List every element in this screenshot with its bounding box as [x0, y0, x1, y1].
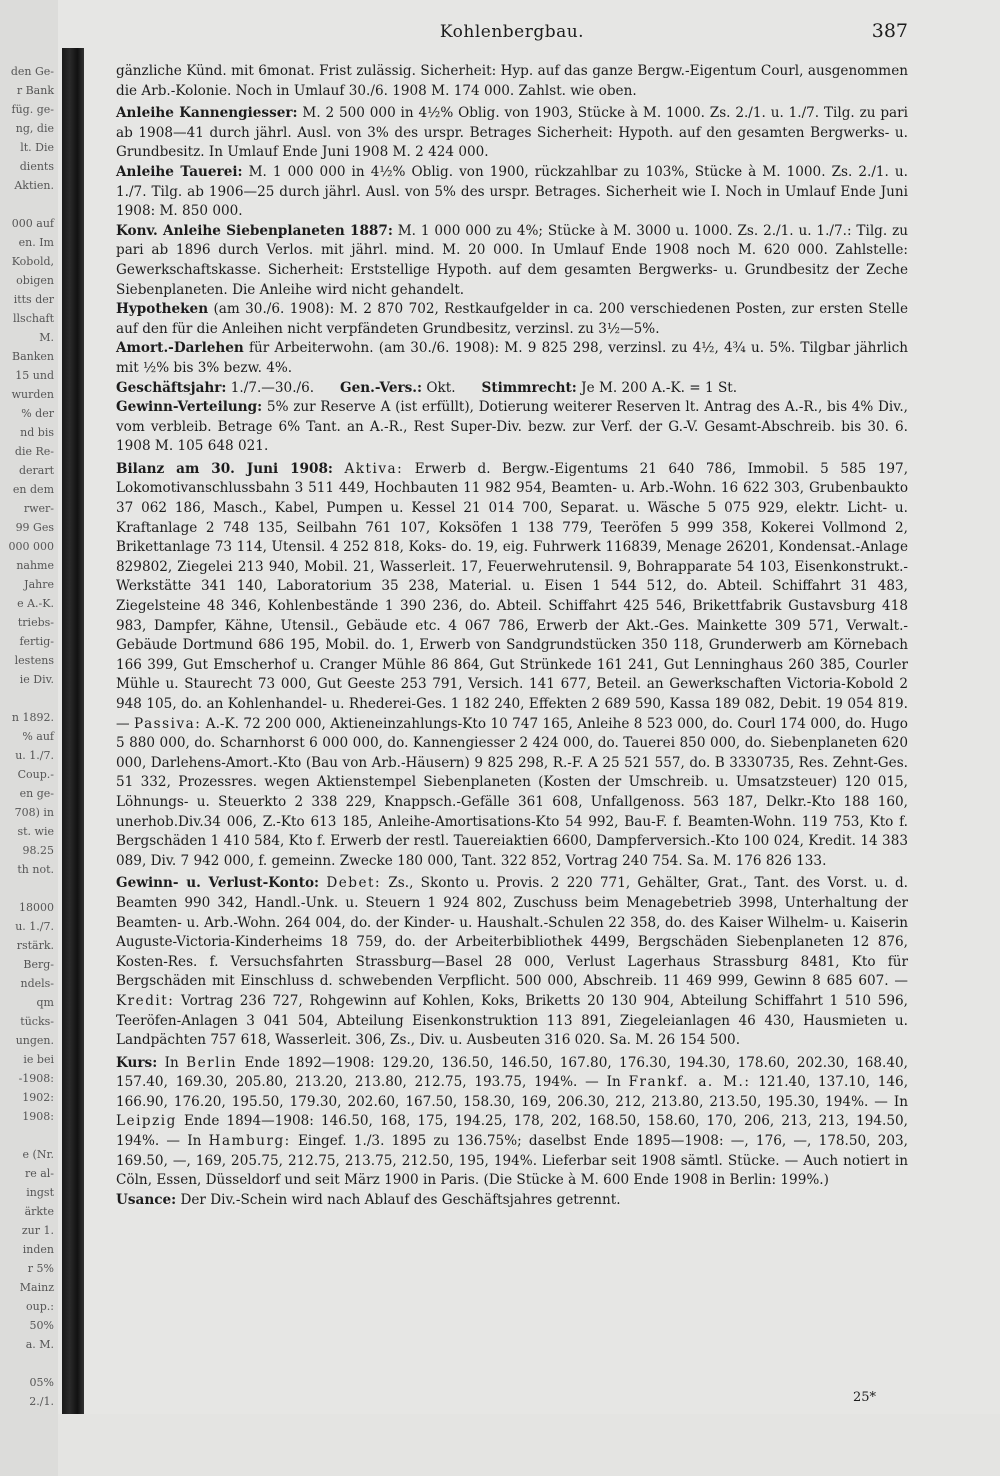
margin-fragment: % auf: [22, 730, 54, 743]
margin-fragment: u. 1./7.: [15, 749, 54, 762]
margin-fragment: a. M.: [25, 1338, 54, 1351]
aktiva-label: Aktiva:: [344, 460, 404, 477]
margin-fragment: 1908:: [22, 1110, 54, 1123]
margin-fragment: ndels-: [20, 977, 54, 990]
page-number: 387: [871, 20, 908, 42]
margin-fragment: lt. Die: [20, 141, 54, 154]
margin-fragment: lestens: [14, 654, 54, 667]
margin-fragment: r 5%: [27, 1262, 54, 1275]
place-leipzig: Leipzig: [116, 1113, 177, 1130]
margin-fragment: den Ge-: [10, 65, 54, 78]
margin-fragment: -1908:: [18, 1072, 54, 1085]
section-label: Amort.-Darlehen: [116, 340, 244, 357]
margin-fragment: itts der: [13, 293, 54, 306]
margin-fragment: [0, 689, 58, 708]
margin-fragment: qm: [36, 996, 54, 1009]
margin-fragment: Kobold,: [11, 255, 54, 268]
section-label: Gen.-Vers.:: [340, 379, 423, 396]
margin-fragment: derart: [18, 464, 54, 477]
margin-fragment: oup.:: [26, 1300, 54, 1313]
margin-fragment: 99 Ges: [15, 521, 54, 534]
paragraph-bilanz: Bilanz am 30. Juni 1908: Aktiva: Erwerb d. Bergw.-Eigentums 21 640 786, Immobil. 5 585 197, Lokomotivanschlussbahn 3 511 449, Hochbauten 11 982 954, Beamten- u. Arb.-Wohn. 16 622 303, Grubenbaukto 37 062 186, Masch., Kabel, Pumpen u. Kessel 21 014 700, Separat. u. Wäsche 5 075 929, elektr. Licht- u. Kraftanlage 2 748 135, Seilbahn 761 107, Koksöfen 1 138 779, Teeröfen 5 999 358, Kokerei Vollmond 2, Brikettanlage 73 114, Utensil. 4 252 818, Koks- do. 19, eig. Fuhrwerk 116839, Menage 26201, Kondensat.-Anlage 829802, Ziegelei 213 940, Mobil. 21, Wasserleit. 17, Feuerwehrutensil. 9, Bohrapparate 54 103, Eisenkonstrukt.-Werkstätte 341 140, Laboratorium 35 238, Material. u. Eisen 1 544 512, do. Abteil. Schiffahrt 31 483, Ziegelsteine 48 346, Kohlenbestände 1 390 236, do. Abteil. Schiffahrt 425 546, Brikettfabrik Gustavsburg 418 983, Dampfer, Kähne, Utensil., Gebäude etc. 4 067 786, Erwerb der Akt.-Ges. Mainkette 309 571, Verwalt.-Gebäude Dortmund 686 195, Mobil. do. 1, Erwerb von Sandgrundstücken 350 118, Grunderwerb am Körnebach 166 399, Gut Emscherhof u. Cranger Mühle 86 864, Gut Strünkede 161 241, Gut Lenninghaus 260 385, Courler Mühle u. Staurecht 73 000, Gut Geeste 253 791, Versich. 141 677, Beteil. an Gewerkschaften Victoria-Kobold 2 948 105, do. an Kohlenhandel- u. Rhederei-Ges. 1 182 240, Effekten 2 689 590, Kassa 189 082, Debit. 19 054 819. — Passiva: A.-K. 72 200 000, Aktieneinzahlungs-Kto 10 747 165, Anleihe 8 523 000, do. Courl 174 000, do. Hugo 5 880 000, do. Scharnhorst 6 000 000, do. Kannengiesser 2 424 000, do. Tauerei 850 000, do. Siebenplaneten 620 000, Darlehens-Amort.-Kto (Bau von Arb.-Häusern) 9 825 298, R.-F. A 25 521 557, do. B 3330735, Res. Zehnt-Ges. 51 332, Prozessres. wegen Aktienstempel Siebenplaneten (Kosten der Umschreib. u. Umsatzsteuer) 120 015, Löhnungs- u. Steuerkto 2 338 229, Knappsch.-Gefälle 361 608, Unfallgenoss. 563 187, Delkr.-Kto 188 160, unerhob.Div.34 006, Z.-Kto 613 185, Anleihe-Amortisations-Kto 54 992, Bau-F. f. Beamten-Wohn. 119 753, Kto f. Bergschäden 1 410 584, Kto f. Erwerb der restl. Tauereiaktien 6600, Dampferversich.-Kto 100 024, Kredit. 14 383 089, Div. 7 942 000, f. gemeinn. Zwecke 180 000, Tant. 322 852, Vortrag 240 754. Sa. M. 176 826 133.: [116, 460, 909, 869]
section-label: Anleihe Kannengiesser:: [116, 105, 298, 122]
section-label: Konv. Anleihe Siebenplaneten 1887:: [116, 222, 393, 239]
margin-fragment: n 1892.: [11, 711, 54, 724]
margin-fragment: 1902:: [22, 1091, 54, 1104]
margin-fragment: 15 und: [15, 369, 54, 382]
margin-fragment: ungen.: [15, 1034, 54, 1047]
margin-fragment: 000 auf: [11, 217, 54, 230]
margin-fragment: rwer-: [23, 502, 54, 515]
passiva-label: Passiva:: [134, 715, 202, 732]
margin-fragment: en ge-: [19, 787, 54, 800]
margin-fragment: 98.25: [22, 844, 54, 857]
margin-fragment: inden: [22, 1243, 54, 1256]
margin-fragment: re al-: [24, 1167, 54, 1180]
margin-fragment: obigen: [16, 274, 54, 287]
margin-fragment: fertig-: [19, 635, 54, 648]
margin-fragment: ng, die: [15, 122, 54, 135]
section-label: Anleihe Tauerei:: [116, 163, 243, 180]
paragraph-geschaeftsjahr: Geschäftsjahr: 1./7.—30./6. Gen.-Vers.: Okt. Stimmrecht: Je M. 200 A.-K. = 1 St.: [116, 379, 738, 396]
paragraph-amort-darlehen: Amort.-Darlehen für Arbeiterwohn. (am 30./6. 1908): M. 9 825 298, verzinsl. zu 4½, 4¾ u. 5%. Tilgbar jährlich mit ½% bis 3% bezw. 4%.: [116, 340, 908, 376]
margin-fragment: ingst: [26, 1186, 54, 1199]
margin-fragment: en. Im: [18, 236, 54, 249]
margin-fragment: 50%: [29, 1319, 54, 1332]
margin-fragment: M.: [39, 331, 54, 344]
paragraph-courl-continuation: gänzliche Künd. mit 6monat. Frist zulässig. Sicherheit: Hyp. auf das ganze Bergw.-Eigentum Courl, ausgenommen die Arb.-Kolonie. Noch in Umlauf 30./6. 1908 M. 174 000. Zahlst. wie oben.: [116, 63, 908, 99]
paragraph-anleihe-kannengiesser: Anleihe Kannengiesser: M. 2 500 000 in 4½% Oblig. von 1903, Stücke à M. 1000. Zs. 2./1. u. 1./7. Tilg. zu pari ab 1908—41 durch jährl. Ausl. von 3% des urspr. Betrages Sicherheit: Hypoth. auf den gesamten Bergwerks- u. Grundbesitz. In Umlauf Ende Juni 1908 M. 2 424 000.: [116, 105, 908, 161]
section-label: Hypotheken: [116, 301, 209, 318]
paragraph-kurs: Kurs: In Berlin Ende 1892—1908: 129.20, 136.50, 146.50, 167.80, 176.30, 194.30, 178.60, 202.30, 168.40, 157.40, 169.30, 205.80, 213.20, 213.80, 212.75, 193.75, 194%. — In Frankf. a. M.: 121.40, 137.10, 146, 166.90, 176.20, 195.50, 179.30, 202.60, 167.50, 158.30, 169, 206.30, 212, 213.80, 213.50, 195.30, 194%. — In Leipzig Ende 1894—1908: 146.50, 168, 175, 194.25, 178, 202, 168.50, 158.60, 170, 206, 213, 213, 194.50, 194%. — In Hamburg: Eingef. 1./3. 1895 zu 136.75%; daselbst Ende 1895—1908: —, 176, —, 178.50, 203, 169.50, —, 169, 205.75, 212.75, 213.75, 212.50, 195, 194%. Lieferbar seit 1908 sämtl. Stücke. — Auch notiert in Cöln, Essen, Düsseldorf und seit März 1900 in Paris. (Die Stücke à M. 600 Ende 1908 in Berlin: 199%.): [116, 1054, 909, 1189]
section-label: Geschäftsjahr:: [116, 379, 227, 396]
margin-fragment: ie Div.: [19, 673, 54, 686]
margin-fragment: Aktien.: [14, 179, 54, 192]
adjacent-page-margin: [0, 0, 58, 1476]
section-label: Stimmrecht:: [481, 379, 577, 396]
margin-fragment: zur 1.: [21, 1224, 54, 1237]
margin-fragment: [0, 1126, 58, 1145]
page-header: [116, 22, 908, 50]
debet-label: Debet:: [326, 875, 382, 892]
margin-fragment: 05%: [29, 1376, 54, 1389]
margin-fragment: Jahre: [24, 578, 54, 591]
paragraph-gewinn-verteilung: Gewinn-Verteilung: 5% zur Reserve A (ist erfüllt), Dotierung weiterer Reserven lt. Antrag des A.-R., bis 4% Div., vom verbleib. Betrage 6% Tant. an A.-R., Rest Super-Div. bezw. zur Verf. der G.-V. Gesamt-Abschreib. bis 30. 6. 1908 M. 105 648 021.: [116, 399, 908, 455]
margin-fragment: Coup.-: [17, 768, 54, 781]
section-label: Gewinn-Verteilung:: [116, 399, 263, 416]
paragraph-anleihe-tauerei: Anleihe Tauerei: M. 1 000 000 in 4½% Oblig. von 1900, rückzahlbar zu 103%, Stücke à M. 1000. Zs. 2./1. u. 1./7. Tilg. ab 1906—25 durch jährl. Ausl. von 5% des urspr. Betrages. Sicherheit wie I. Noch in Umlauf Ende Juni 1908: M. 850 000.: [116, 163, 908, 220]
section-label: Gewinn- u. Verlust-Konto:: [116, 875, 320, 892]
running-title: Kohlenbergbau.: [439, 22, 585, 42]
place-frankfurt: Frankf. a. M.:: [628, 1074, 751, 1091]
margin-fragment: nd bis: [20, 426, 54, 439]
place-hamburg: Hamburg:: [208, 1133, 291, 1150]
margin-fragment: [0, 879, 58, 898]
margin-fragment: llschaft: [13, 312, 54, 325]
margin-fragment: r Bank: [16, 84, 54, 97]
paragraph-usance: Usance: Der Div.-Schein wird nach Ablauf des Geschäftsjahres getrennt.: [116, 1191, 621, 1208]
margin-fragment: 2./1.: [29, 1395, 54, 1408]
margin-fragment: e (Nr.: [22, 1148, 54, 1161]
margin-fragment: [0, 1354, 58, 1373]
margin-fragment: Berg-: [23, 958, 54, 971]
margin-fragment: e A.-K.: [17, 597, 54, 610]
place-berlin: Berlin: [186, 1054, 238, 1071]
margin-fragment: dients: [19, 160, 54, 173]
kredit-label: Kredit:: [116, 992, 175, 1009]
margin-fragment: wurden: [11, 388, 54, 401]
margin-fragment: tücks-: [20, 1015, 54, 1028]
margin-fragment: st. wie: [17, 825, 54, 838]
signature-mark: 25*: [852, 1390, 876, 1405]
paragraph-gewinn-verlust: Gewinn- u. Verlust-Konto: Debet: Zs., Skonto u. Provis. 2 220 771, Gehälter, Grat., Tant. des Vorst. u. d. Beamten 990 342, Handl.-Unk. u. Steuern 1 924 802, Zuschuss beim Menagebetrieb 3998, Unterhaltung der Beamten- u. Arb.-Wohn. 264 004, do. der Kinder- u. Haushalt.-Schulen 22 358, do. des Kaiser Wilhelm- u. Kaiserin Auguste-Victoria-Kinderheims 18 759, do. der Arbeiterbibliothek 4499, Bergschäden Siebenplaneten 12 876, Kosten-Res. f. Versuchsfahrten Strassburg—Basel 28 000, Verlust Lagerhaus Strassburg 8481, Kto für Bergschäden mit Einschluss d. schwebenden Verpflicht. 500 000, Abschreib. 11 469 999, Gewinn 8 685 607. — Kredit: Vortrag 236 727, Rohgewinn auf Kohlen, Koks, Briketts 20 130 904, Abteilung Schiffahrt 1 510 596, Teeröfen-Anlagen 3 041 504, Abteilung Eisenkonstruktion 113 891, Ziegeleianlagen 46 430, Hausmieten u. Landpächten 757 618, Wasserleit. 306, Zs., Div. u. Ausbeuten 316 020. Sa. M. 26 154 500.: [116, 875, 908, 1049]
margin-fragment: 000 000: [8, 540, 54, 553]
margin-fragment: triebs-: [17, 616, 54, 629]
margin-fragment: u. 1./7.: [15, 920, 54, 933]
binding-shadow: [62, 48, 84, 1414]
margin-fragment: füg. ge-: [11, 103, 54, 116]
section-label: Bilanz am 30. Juni 1908:: [116, 460, 333, 477]
margin-fragment: ie bei: [23, 1053, 54, 1066]
margin-fragment: 18000: [19, 901, 54, 914]
paragraph-anleihe-siebenplaneten: Konv. Anleihe Siebenplaneten 1887: M. 1 000 000 zu 4%; Stücke à M. 3000 u. 1000. Zs. 2./1. u. 1./7.: Tilg. zu pari ab 1896 durch Verlos. mit jährl. mind. M. 20 000. In Umlauf Ende 1908 noch M. 620 000. Zahlstelle: Gewerkschaftskasse. Sicherheit: Erststellige Hypoth. auf dem gesamten Bergwerks- u. Grundbesitz der Zeche Siebenplaneten. Die Anleihe wird nicht gehandelt.: [116, 222, 908, 298]
paragraph-hypotheken: Hypotheken (am 30./6. 1908): M. 2 870 702, Restkaufgelder in ca. 200 verschiedenen Posten, zur ersten Stelle auf den für die Anleihen nicht verpfändeten Grundbesitz, verzinsl. zu 3½—5%.: [116, 301, 908, 337]
margin-fragment: Mainz: [19, 1281, 54, 1294]
margin-fragment: Banken: [12, 350, 54, 363]
section-label: Usance:: [116, 1191, 177, 1208]
margin-fragment: en dem: [12, 483, 54, 496]
margin-fragment: [0, 195, 58, 214]
margin-fragment: th not.: [17, 863, 54, 876]
section-label: Kurs:: [116, 1054, 158, 1071]
margin-fragment: ärkte: [24, 1205, 54, 1218]
margin-fragment: % der: [21, 407, 54, 420]
margin-fragment: rstärk.: [16, 939, 54, 952]
page-body: [116, 62, 908, 1210]
margin-fragment: die Re-: [14, 445, 54, 458]
margin-fragment: 708) in: [14, 806, 54, 819]
margin-fragment: nahme: [16, 559, 54, 572]
